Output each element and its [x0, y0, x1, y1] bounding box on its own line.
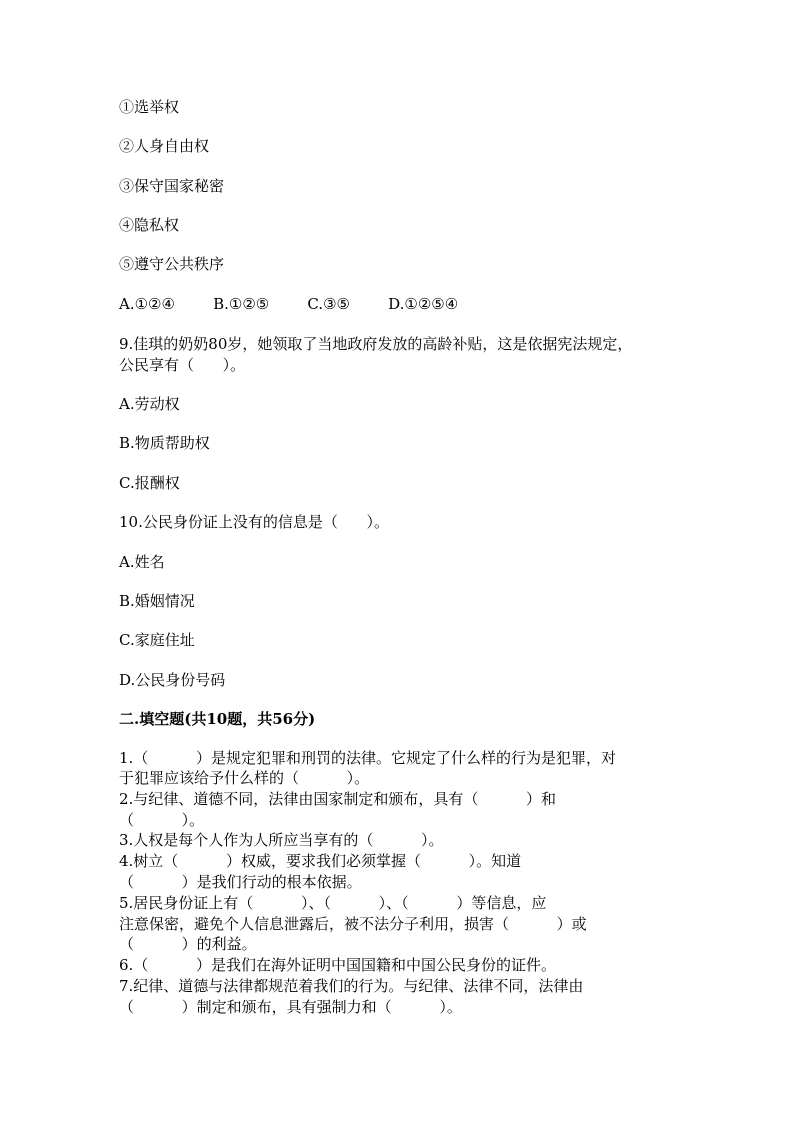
q8-option-1: ①选举权: [119, 98, 180, 116]
fill-line: 4.树立（ ）权威，要求我们必须掌握（ ）。知道: [119, 852, 522, 870]
q9-stem-line1: 9.佳琪的奶奶80岁，她领取了当地政府发放的高龄补贴，这是依据宪法规定，: [119, 335, 633, 353]
fill-line: 6.（ ）是我们在海外证明中国国籍和中国公民身份的证件。: [119, 956, 556, 974]
q8-option-4: ④隐私权: [119, 216, 180, 234]
fill-line: （ ）是我们行动的根本依据。: [119, 873, 362, 891]
fill-line: （ ）。: [119, 811, 205, 829]
q9-option-c: C.报酬权: [119, 474, 180, 492]
q9-stem-line2: 公民享有（ ）。: [119, 356, 246, 374]
fill-line: （ ）的利益。: [119, 935, 257, 953]
q10-option-a: A.姓名: [119, 553, 165, 571]
fill-line: （ ）制定和颁布，具有强制力和（ ）。: [119, 998, 462, 1016]
fill-line: 5.居民身份证上有（ ）、（ ）、（ ）等信息，应: [119, 894, 547, 912]
q10-option-c: C.家庭住址: [119, 631, 195, 649]
q8-option-5: ⑤遵守公共秩序: [119, 255, 225, 273]
q8-option-3: ③保守国家秘密: [119, 177, 225, 195]
fill-line: 1.（ ）是规定犯罪和刑罚的法律。它规定了什么样的行为是犯罪，对: [119, 749, 616, 767]
q9-option-b: B.物质帮助权: [119, 434, 210, 452]
q8-choices: A.①②④ B.①②⑤ C.③⑤ D.①②⑤④: [119, 295, 459, 313]
fill-line: 2.与纪律、道德不同，法律由国家制定和颁布，具有（ ）和: [119, 790, 556, 808]
fill-line: 7.纪律、道德与法律都规范着我们的行为。与纪律、法律不同，法律由: [119, 977, 584, 995]
section-title: 二.填空题(共10题，共56分): [119, 710, 316, 728]
q8-option-2: ②人身自由权: [119, 137, 210, 155]
fill-line: 注意保密，避免个人信息泄露后，被不法分子利用，损害（ ）或: [119, 915, 587, 933]
q10-option-d: D.公民身份号码: [119, 671, 226, 689]
q9-option-a: A.劳动权: [119, 395, 180, 413]
fill-line: 于犯罪应该给予什么样的（ ）。: [119, 769, 370, 787]
fill-line: 3.人权是每个人作为人所应当享有的（ ）。: [119, 831, 444, 849]
q10-option-b: B.婚姻情况: [119, 592, 195, 610]
q10-stem: 10.公民身份证上没有的信息是（ ）。: [119, 513, 389, 531]
